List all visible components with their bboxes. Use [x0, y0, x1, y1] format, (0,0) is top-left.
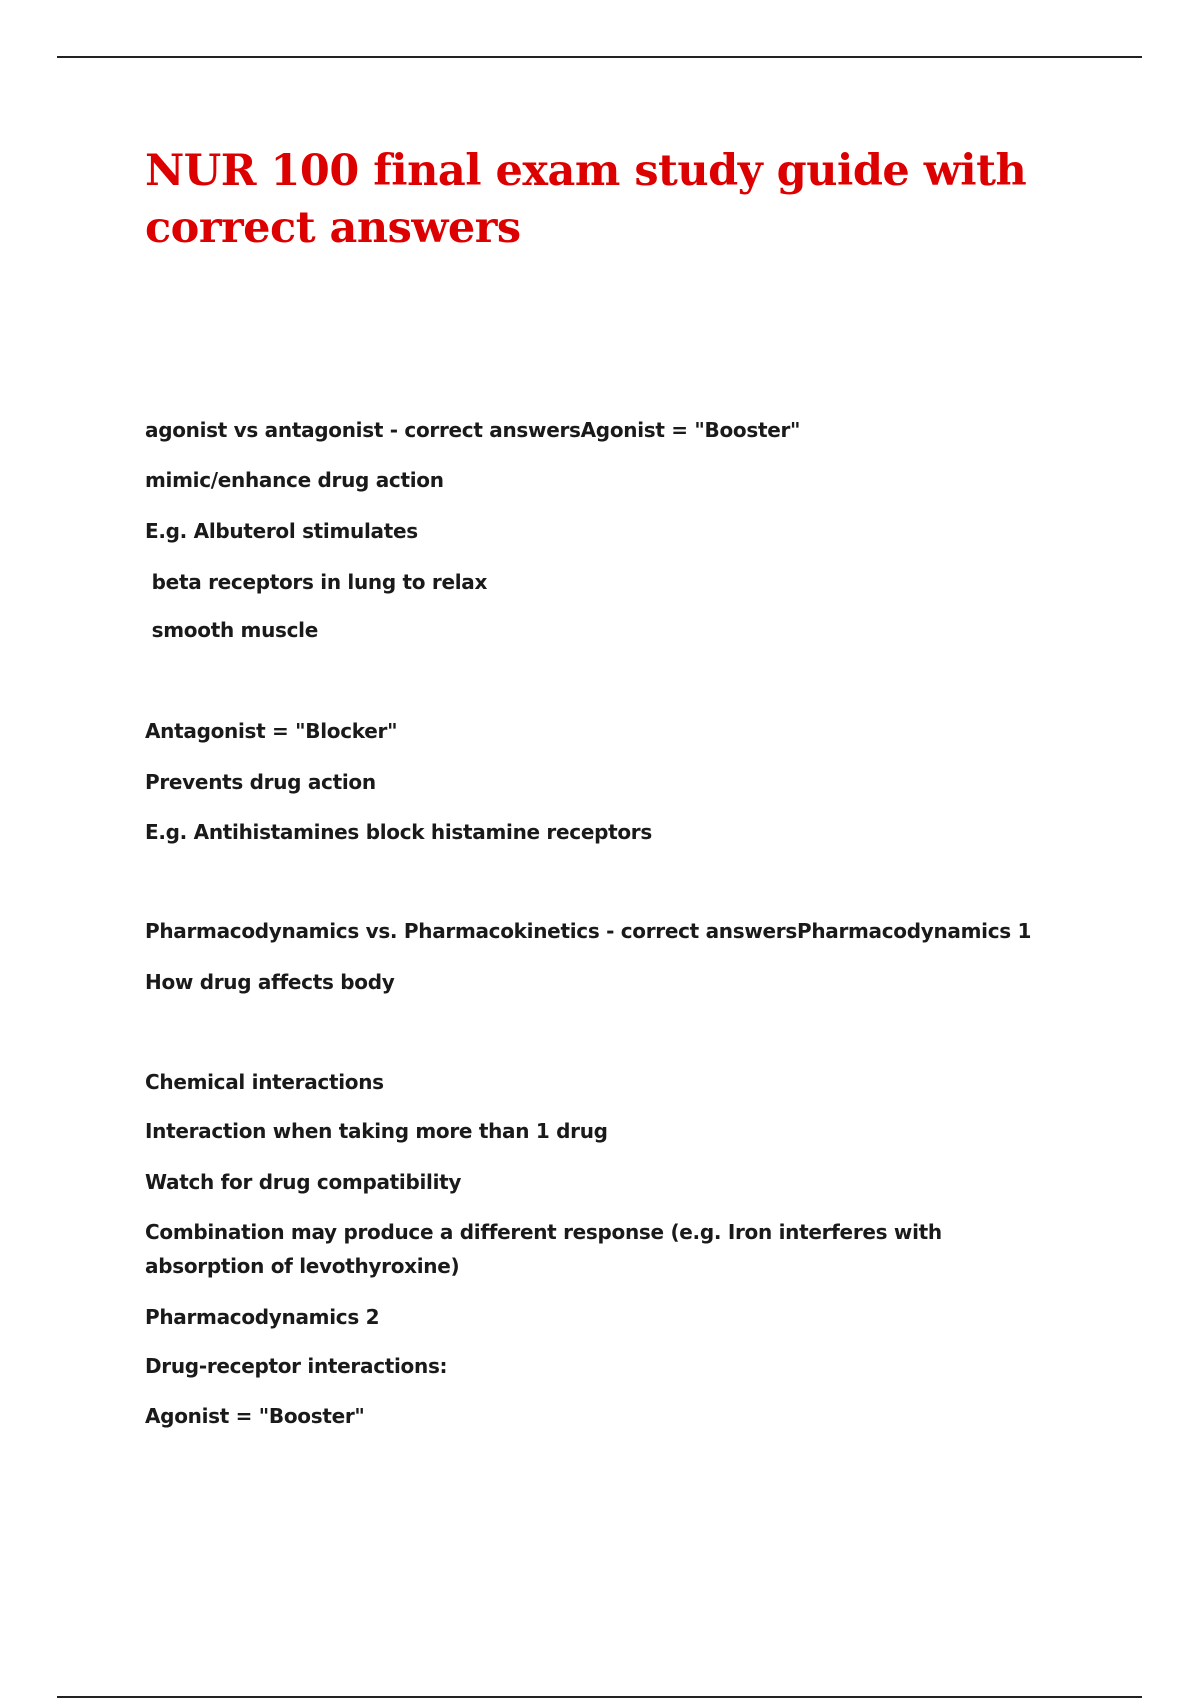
text-line: Prevents drug action [145, 770, 376, 794]
text-line: Watch for drug compatibility [145, 1170, 462, 1194]
text-line: E.g. Antihistamines block histamine receptors [145, 820, 652, 844]
header-rule [57, 56, 1142, 58]
text-line: smooth muscle [145, 618, 319, 642]
text-line: Agonist = "Booster" [145, 1404, 365, 1428]
text-line: agonist vs antagonist - correct answersAgonist = "Booster" [145, 418, 801, 442]
text-line: E.g. Albuterol stimulates [145, 519, 418, 543]
text-line: mimic/enhance drug action [145, 468, 444, 492]
text-line: Interaction when taking more than 1 drug [145, 1119, 608, 1143]
text-line: beta receptors in lung to relax [145, 570, 488, 594]
text-line: Pharmacodynamics vs. Pharmacokinetics - correct answersPharmacodynamics 1 [145, 919, 1032, 943]
document-title: NUR 100 final exam study guide with correct answers [145, 146, 1027, 253]
text-line: Combination may produce a different response (e.g. Iron interferes with absorption of levothyroxine) [145, 1220, 942, 1278]
text-line: Chemical interactions [145, 1070, 384, 1094]
text-line: How drug affects body [145, 970, 395, 994]
text-line: Pharmacodynamics 2 [145, 1305, 380, 1329]
footer-rule [57, 1696, 1142, 1698]
text-line: Antagonist = "Blocker" [145, 719, 398, 743]
text-line: Drug-receptor interactions: [145, 1354, 448, 1378]
